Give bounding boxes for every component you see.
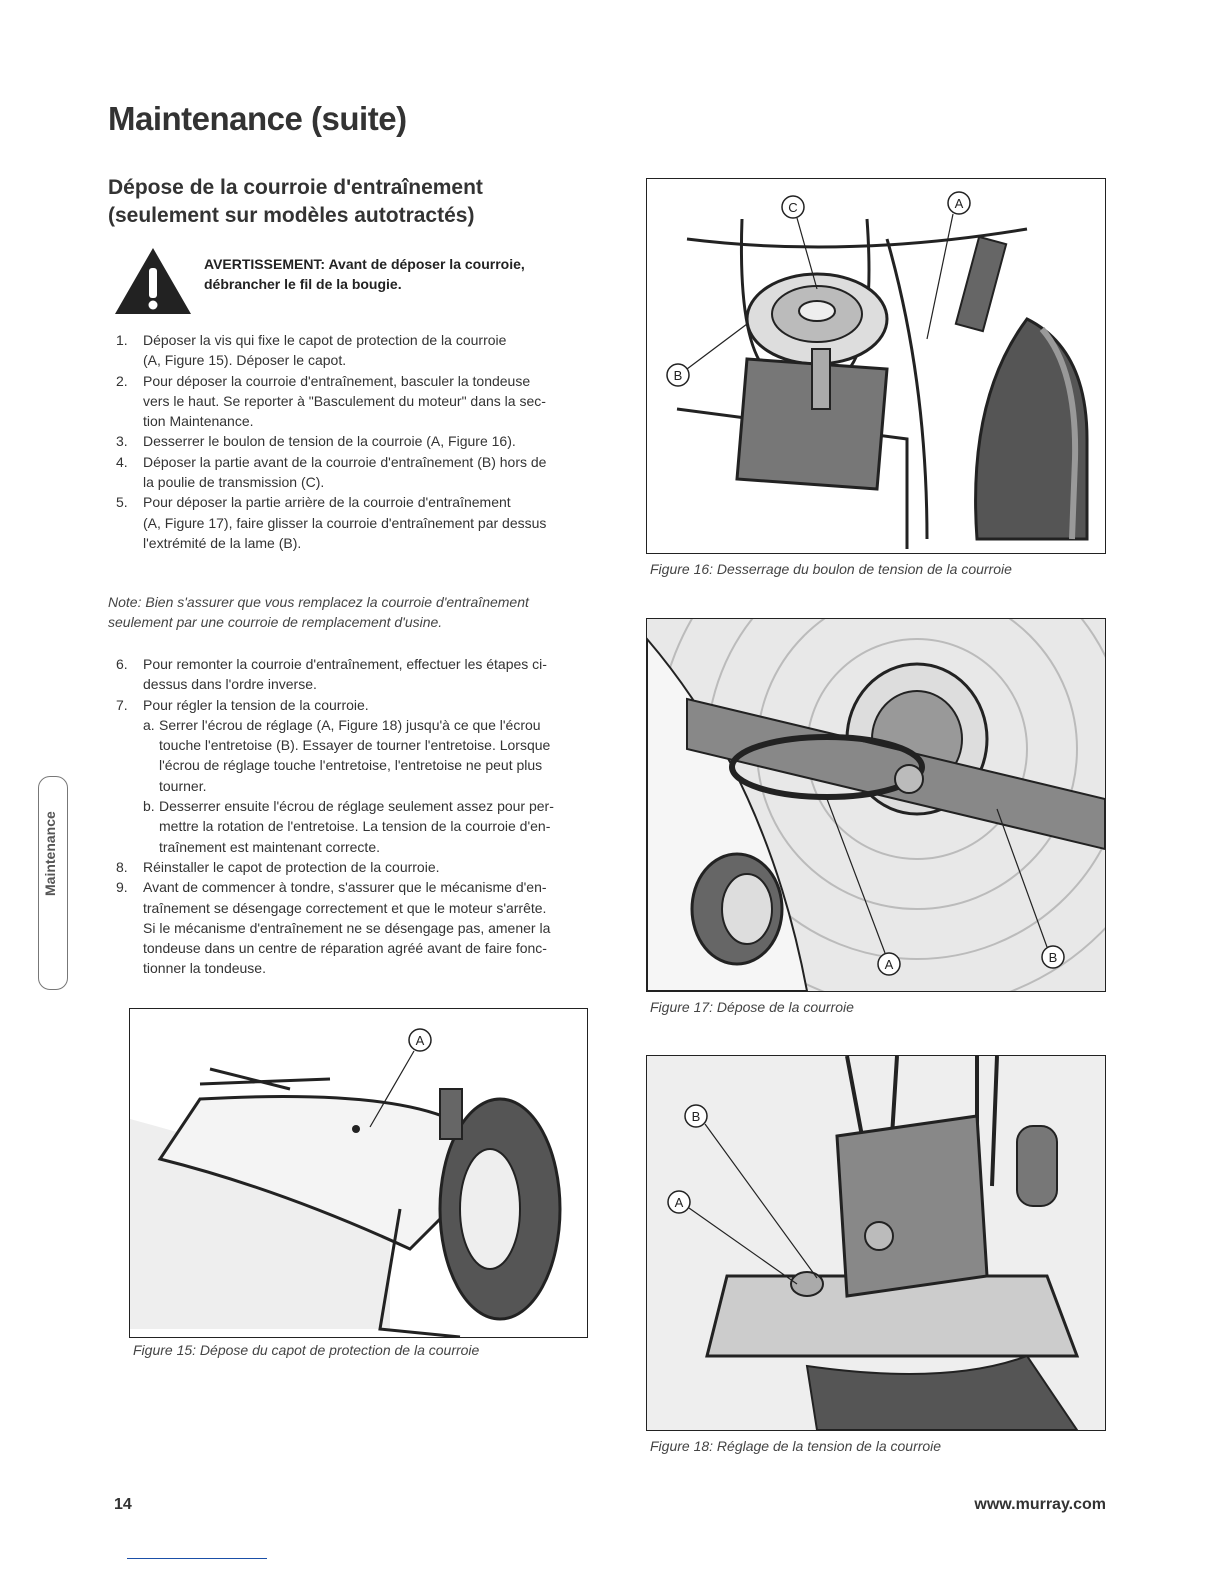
figure-16-image: [646, 178, 1106, 554]
list-item: 8. Réinstaller le capot de protection de la courroie.: [116, 858, 440, 875]
divider: [127, 1558, 267, 1559]
callout-b: B: [673, 368, 683, 383]
warning-triangle-icon: [113, 246, 193, 316]
list-item: 7. Pour régler la tension de la courroie.: [116, 696, 369, 713]
section-title: [108, 174, 483, 230]
list-item: 2. Pour déposer la courroie d'entraînement, basculer la tondeuse vers le haut. Se reporter à "Basculement du moteur" dans la sec- tion Maintenance.: [116, 372, 546, 430]
callout-a: A: [884, 957, 894, 972]
list-item: 9. Avant de commencer à tondre, s'assurer que le mécanisme d'en- traînement se désengage correctement et que le moteur s'arrête. Si le mécanisme d'entraînement ne se désengage pas, amener la tondeuse dans un centre de réparation agréé avant de faire fonc- tionner la tondeuse.: [116, 879, 551, 977]
warning-line-2: débrancher le fil de la bougie.: [204, 276, 402, 292]
list-item: 4. Déposer la partie avant de la courroie d'entraînement (B) hors de la poulie de transmission (C).: [116, 453, 547, 491]
section-title-line-2: (seulement sur modèles autotractés): [108, 204, 475, 227]
callout-a: A: [954, 196, 964, 211]
list-item: 5. Pour déposer la partie arrière de la courroie d'entraînement (A, Figure 17), faire glisser la courroie d'entraînement par dessus l'extrémité de la lame (B).: [116, 494, 547, 551]
figure-15-caption: Figure 15: Dépose du capot de protection de la courroie: [133, 1342, 480, 1358]
callout-b: B: [1048, 950, 1058, 965]
page-number: 14: [114, 1496, 132, 1513]
figure-17-image: [646, 618, 1106, 992]
figure-15-image: [129, 1008, 588, 1338]
list-item: b. Desserrer ensuite l'écrou de réglage seulement assez pour per- mettre la rotation de l'entretoise. La tension de la courroie d'en- traînement est maintenant correcte.: [143, 798, 554, 855]
website-link: www.murray.com: [974, 1496, 1106, 1513]
steps-list-2: [108, 654, 588, 979]
list-item: a. Serrer l'écrou de réglage (A, Figure 18) jusqu'à ce que l'écrou touche l'entretoise (B). Essayer de tourner l'entretoise. Lorsque l'écrou de réglage touche l'entretoise, l'entretoise ne peut plus tourner.: [143, 716, 551, 794]
callout-a: A: [674, 1195, 684, 1210]
figure-18-image: [646, 1055, 1106, 1431]
list-item: 1. Déposer la vis qui fixe le capot de protection de la courroie (A, Figure 15). Déposer le capot.: [116, 332, 507, 369]
list-item: 3. Desserrer le boulon de tension de la courroie (A, Figure 16).: [116, 433, 516, 450]
side-tab-label: Maintenance: [42, 811, 58, 896]
figure-16-caption: Figure 16: Desserrage du boulon de tension de la courroie: [650, 561, 1012, 577]
note-line-1: Note: Bien s'assurer que vous remplacez la courroie d'entraînement: [108, 594, 529, 610]
warning-text: [204, 254, 554, 294]
note-text: [108, 592, 578, 632]
page-title: Maintenance (suite): [108, 100, 407, 137]
figure-18-caption: Figure 18: Réglage de la tension de la courroie: [650, 1438, 942, 1454]
note-line-2: seulement par une courroie de remplacement d'usine.: [108, 614, 443, 630]
warning-line-1: AVERTISSEMENT: Avant de déposer la courroie,: [204, 256, 525, 272]
list-item: 6. Pour remonter la courroie d'entraînement, effectuer les étapes ci- dessus dans l'ordre inverse.: [116, 656, 547, 693]
figure-17-caption: Figure 17: Dépose de la courroie: [650, 999, 854, 1015]
section-title-line-1: Dépose de la courroie d'entraînement: [108, 176, 483, 199]
callout-c: C: [788, 200, 798, 215]
callout-b: B: [691, 1109, 701, 1124]
steps-list-1: [108, 330, 588, 553]
callout-a: A: [415, 1033, 425, 1048]
